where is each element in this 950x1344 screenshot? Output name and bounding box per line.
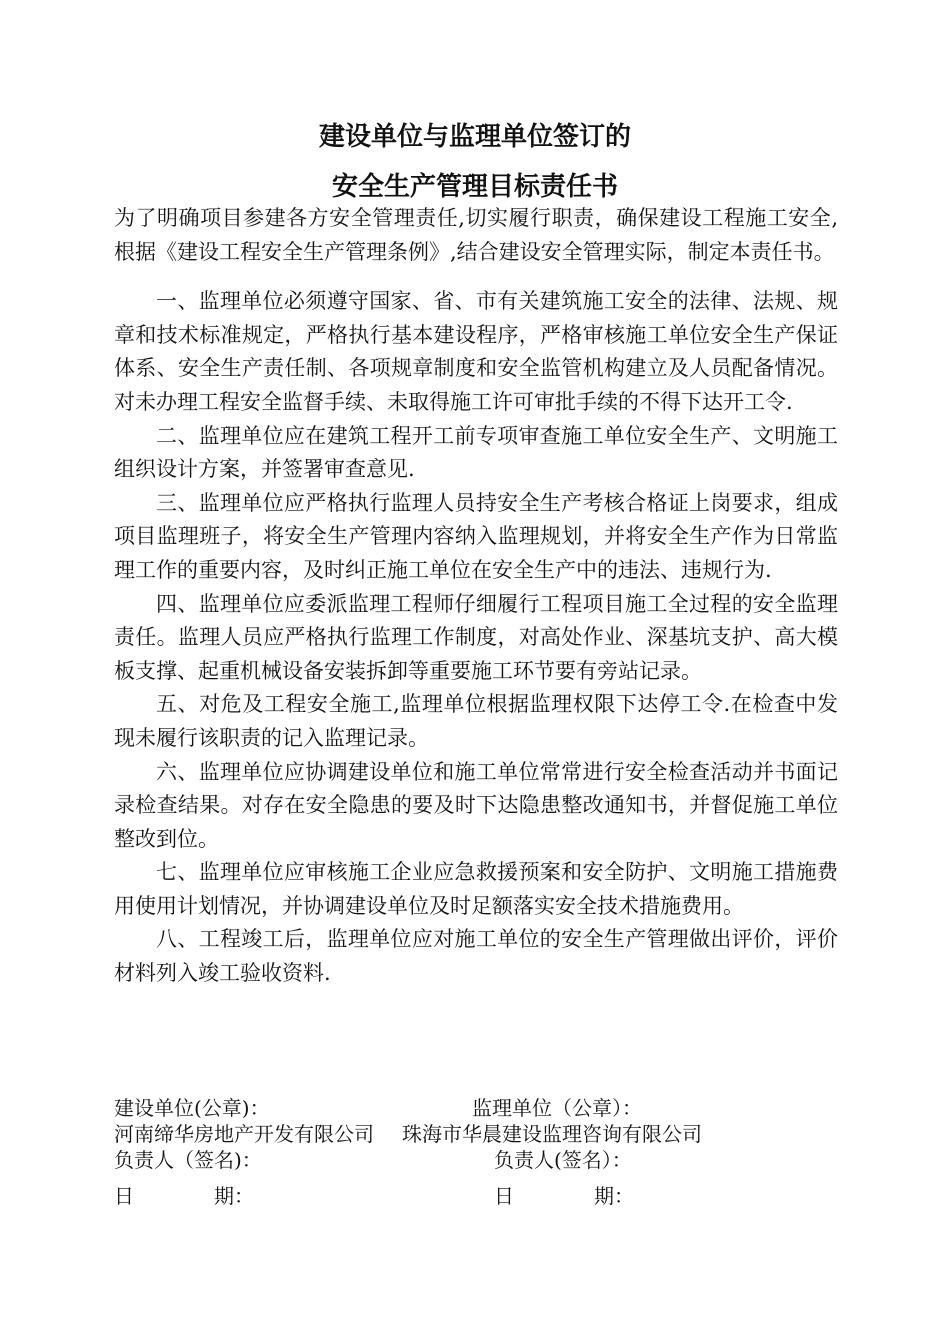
- clause-2: 二、监理单位应在建筑工程开工前专项审查施工单位安全生产、文明施工组织设计方案，并签署审查意见.: [114, 423, 838, 482]
- clause-3: 三、监理单位应严格执行监理人员持安全生产考核合格证上岗要求，组成项目监理班子，将安全生产管理内容纳入监理规划，并将安全生产作为日常监理工作的重要内容，及时纠正施工单位在安全生产中的违法、违规行为.: [114, 490, 838, 582]
- clause-1: 一、监理单位必须遵守国家、省、市有关建筑施工安全的法律、法规、规章和技术标准规定，严格执行基本建设程序，严格审核施工单位安全生产保证体系、安全生产责任制、各项规章制度和安全监管机构建立及人员配备情况。对未办理工程安全监督手续、未取得施工许可审批手续的不得下达开工令.: [114, 289, 838, 414]
- document-title-line-1: 建设单位与监理单位签订的: [318, 122, 631, 152]
- supervisor-company-name: 珠海市华晨建设监理咨询有限公司: [402, 1122, 702, 1146]
- supervisor-date-label: 日 期：: [494, 1184, 634, 1208]
- clause-4: 四、监理单位应委派监理工程师仔细履行工程项目施工全过程的安全监理责任。监理人员应严格执行监理工作制度，对高处作业、深基坑支护、高大模板支撑、起重机械设备安装拆卸等重要施工环节要有旁站记录。: [114, 591, 838, 683]
- clause-7: 七、监理单位应审核施工企业应急救援预案和安全防护、文明施工措施费用使用计划情况，并协调建设单位及时足额落实安全技术措施费用。: [114, 860, 838, 918]
- owner-seal-label: 建设单位(公章)：: [114, 1096, 270, 1120]
- clause-6: 六、监理单位应协调建设单位和施工单位常常进行安全检查活动并书面记录检查结果。对存在安全隐患的要及时下达隐患整改通知书，并督促施工单位整改到位。: [114, 759, 838, 851]
- clause-8: 八、工程竣工后，监理单位应对施工单位的安全生产管理做出评价，评价材料列入竣工验收资料.: [114, 927, 838, 986]
- document-body: [114, 202, 838, 991]
- intro-paragraph: 为了明确项目参建各方安全管理责任,切实履行职责，确保建设工程施工安全,根据《建设工程安全生产管理条例》,结合建设安全管理实际，制定本责任书。: [114, 206, 838, 264]
- supervisor-seal-label: 监理单位（公章）：: [472, 1096, 642, 1120]
- owner-person-label: 负责人（签名)：: [114, 1148, 262, 1172]
- owner-company-name: 河南缔华房地产开发有限公司: [114, 1122, 374, 1146]
- supervisor-person-label: 负责人(签名）：: [494, 1148, 632, 1172]
- clause-5: 五、对危及工程安全施工,监理单位根据监理权限下达停工令.在检查中发现未履行该职责的记入监理记录。: [114, 692, 838, 750]
- owner-date-label: 日 期：: [114, 1184, 254, 1208]
- document-title-line-2: 安全生产管理目标责任书: [331, 172, 618, 202]
